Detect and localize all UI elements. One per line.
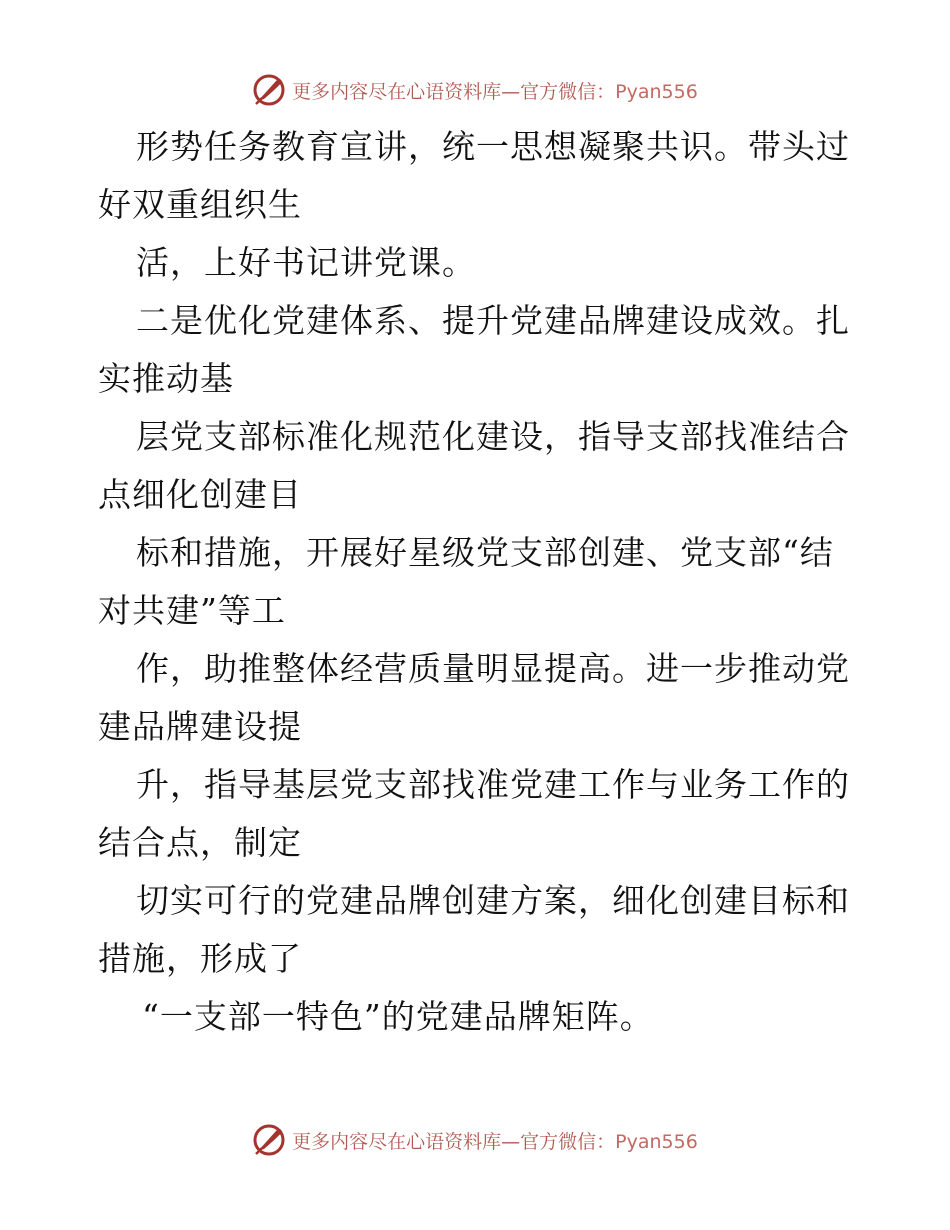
body-line: 建品牌建设提 [98, 707, 302, 746]
body-line: 措施，形成了 [98, 939, 302, 978]
watermark-wechat-id: Pyan556 [615, 1130, 698, 1153]
quill-logo-icon [252, 1123, 286, 1157]
document-body [98, 118, 858, 1046]
watermark-text: 更多内容尽在心语资料库—官方微信：Pyan556 [292, 80, 698, 103]
body-line: 层党支部标准化规范化建设，指导支部找准结合 [136, 417, 850, 456]
body-line: 结合点，制定 [98, 823, 302, 862]
body-line: 点细化创建目 [98, 475, 302, 514]
watermark-wechat-id: Pyan556 [615, 80, 698, 103]
body-line: 切实可行的党建品牌创建方案，细化创建目标和 [136, 881, 850, 920]
body-line: 形势任务教育宣讲，统一思想凝聚共识。带头过 [136, 127, 850, 166]
body-line: 升，指导基层党支部找准党建工作与业务工作的 [136, 765, 850, 804]
body-line: 标和措施，开展好星级党支部创建、党支部“结 [136, 533, 834, 572]
body-line: 作，助推整体经营质量明显提高。进一步推动党 [136, 649, 850, 688]
header-watermark [0, 70, 950, 110]
footer-watermark [0, 1120, 950, 1160]
body-line: 对共建”等工 [98, 591, 286, 630]
body-line: 好双重组织生 [98, 185, 302, 224]
watermark-text: 更多内容尽在心语资料库—官方微信：Pyan556 [292, 1130, 698, 1153]
body-line: “一支部一特色”的党建品牌矩阵。 [142, 997, 654, 1036]
quill-logo-icon [252, 73, 286, 107]
body-line: 活，上好书记讲党课。 [136, 243, 476, 282]
body-line: 二是优化党建体系、提升党建品牌建设成效。扎 [136, 301, 850, 340]
body-line: 实推动基 [98, 359, 234, 398]
